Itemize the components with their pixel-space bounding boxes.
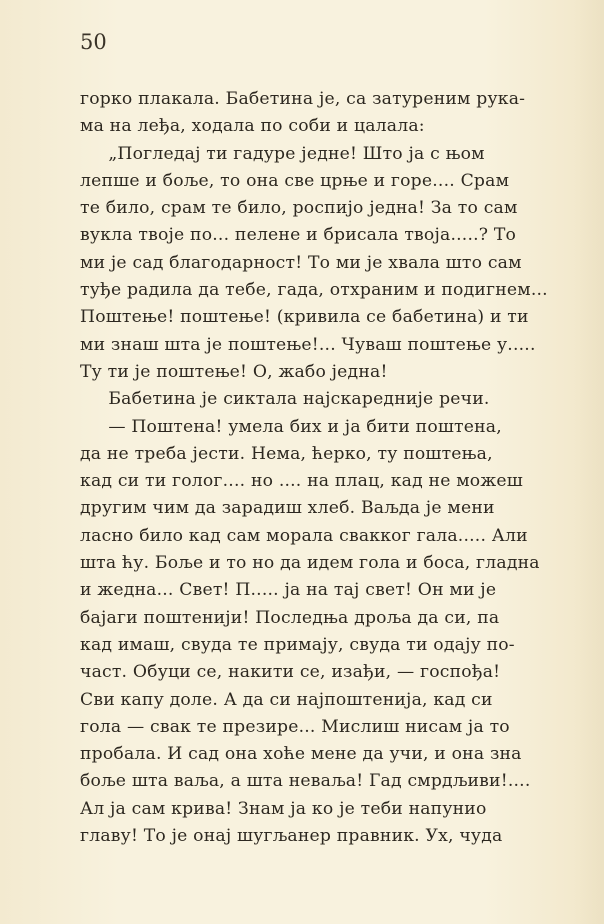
text-line: Сви капу доле. А да си најпоштенија, кад си <box>80 689 493 710</box>
text-line: гола — свак те презире... Мислиш нисам ја то <box>80 716 510 737</box>
text-line: Поштење! поштење! (кривила се бабетина) и ти <box>80 307 529 328</box>
text-line: боље шта ваља, а шта неваља! Гад смрдљиви!.... <box>80 771 531 792</box>
page-number: 50 <box>80 30 107 54</box>
body-text <box>80 86 598 850</box>
text-line: — Поштена! умела бих и ја бити поштена, <box>80 416 502 437</box>
text-line: ма на леђа, ходала по соби и цалала: <box>80 116 425 137</box>
text-line: ми знаш шта је поштење!... Чуваш поштење у..... <box>80 334 536 355</box>
text-line: Бабетина је сиктала најскареднијe речи. <box>80 389 490 410</box>
text-line: „Погледај ти гадуре једне! Што ја с њом <box>80 143 485 164</box>
text-line: част. Обуци се, накити се, изађи, — госпођа! <box>80 662 501 683</box>
text-line: лепше и боље, то она све црње и горе.... Срам <box>80 170 510 191</box>
text-line: пробала. И сад она хоће мене да учи, и она зна <box>80 744 522 765</box>
text-line: туђе радила да тебе, гада, отхраним и подигнем... <box>80 280 548 301</box>
text-line: кад имаш, свуда те примају, свуда ти одају по- <box>80 634 515 655</box>
text-line: Ту ти је поштење! О, жабо једна! <box>80 361 388 382</box>
text-line: кад си ти голог.... но .... на плац, кад не можеш <box>80 471 523 492</box>
text-line: вукла твоје по... пелене и брисала твоја.....? То <box>80 225 517 246</box>
text-line: горко плакала. Бабетина је, са затуреним рука- <box>80 89 526 109</box>
page-edge-shadow <box>574 0 604 924</box>
text-line: шта ћу. Боље и то но да идем гола и боса, гладна <box>80 553 540 574</box>
text-line: ласно било кад сам морала свакког гала..... Али <box>80 525 528 546</box>
text-line: ми је сад благодарност! То ми је хвала што сам <box>80 252 522 273</box>
text-line: и жедна... Свет! П..... ја на тај свет! Он ми је <box>80 580 497 601</box>
text-line: другим чим да зарадиш хлеб. Ваљда је мени <box>80 498 495 519</box>
text-line: бајаги поштенији! Последња дроља да си, па <box>80 607 500 628</box>
text-line: те било, срам те било, роспијо једна! За то сам <box>80 198 518 219</box>
text-line: главу! То је онај шугљанер правник. Ух, чуда <box>80 826 503 847</box>
text-line: да не треба јести. Нема, ћерко, ту поштења, <box>80 443 493 464</box>
text-line: Ал ја сам крива! Знам ја ко је теби напунио <box>80 798 487 819</box>
